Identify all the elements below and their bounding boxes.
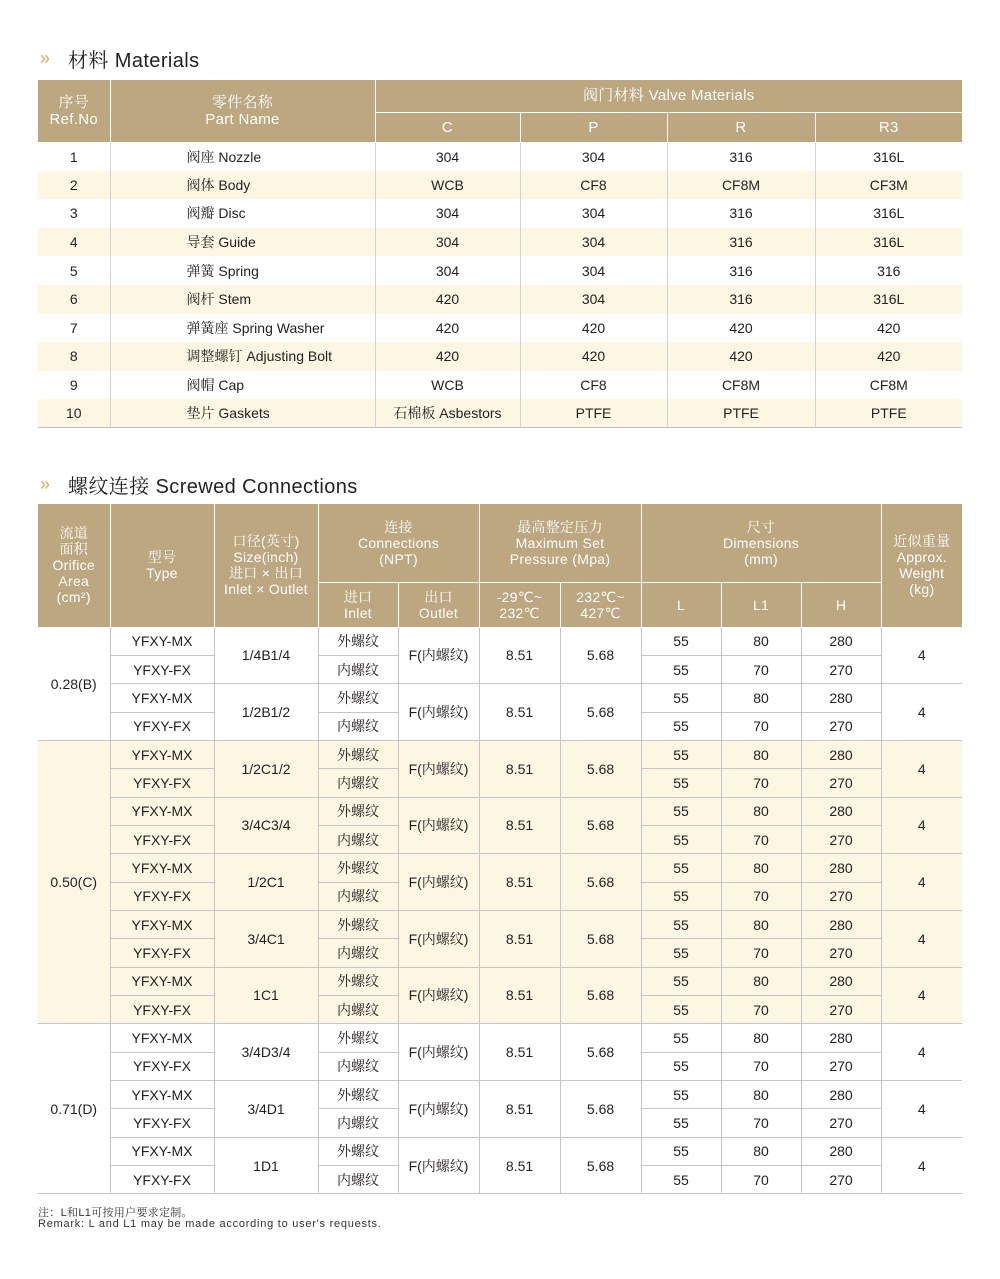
screwed-table-body (38, 627, 962, 1194)
part-name-cell: 导套 Guide (110, 228, 375, 257)
material-grade-cell: 316 (667, 285, 815, 314)
type-cell: YFXY-FX (110, 825, 214, 853)
dim-l-cell: 55 (641, 967, 721, 995)
dim-l-cell: 55 (641, 684, 721, 712)
table-row (38, 797, 962, 825)
weight-cell: 4 (881, 1137, 962, 1194)
table-row (38, 684, 962, 712)
table-row (38, 854, 962, 882)
dim-l-cell: 55 (641, 740, 721, 768)
material-grade-cell: 316 (667, 256, 815, 285)
dim-h-cell: 270 (801, 1052, 881, 1080)
materials-row (38, 142, 962, 171)
material-grade-cell: CF8 (520, 371, 667, 400)
inlet-cell: 内螺纹 (318, 1109, 398, 1137)
materials-row (38, 342, 962, 371)
size-cell: 3/4C3/4 (214, 797, 318, 854)
size-cell: 1D1 (214, 1137, 318, 1194)
dim-h-cell: 280 (801, 1137, 881, 1165)
size-cell: 1/2B1/2 (214, 684, 318, 741)
header-dim-l1: L1 (721, 582, 801, 627)
inlet-cell: 外螺纹 (318, 910, 398, 938)
type-cell: YFXY-FX (110, 995, 214, 1023)
table-row (38, 1081, 962, 1109)
dim-l1-cell: 80 (721, 1137, 801, 1165)
dim-l1-cell: 80 (721, 740, 801, 768)
dim-l-cell: 55 (641, 1024, 721, 1052)
outlet-cell: F(内螺纹) (398, 854, 479, 911)
weight-cell: 4 (881, 1024, 962, 1081)
type-cell: YFXY-MX (110, 740, 214, 768)
material-grade-cell: 304 (520, 285, 667, 314)
type-cell: YFXY-FX (110, 769, 214, 797)
type-cell: YFXY-FX (110, 882, 214, 910)
materials-table-header (38, 80, 962, 142)
header-dim-h: H (801, 582, 881, 627)
inlet-cell: 内螺纹 (318, 1052, 398, 1080)
header-pressure-low: -29℃~ 232℃ (479, 582, 560, 627)
ref-no-cell: 4 (38, 228, 110, 257)
outlet-cell: F(内螺纹) (398, 967, 479, 1024)
weight-cell: 4 (881, 910, 962, 967)
inlet-cell: 外螺纹 (318, 1024, 398, 1052)
type-cell: YFXY-MX (110, 854, 214, 882)
type-cell: YFXY-MX (110, 967, 214, 995)
material-grade-cell: PTFE (667, 399, 815, 428)
dim-l1-cell: 80 (721, 854, 801, 882)
material-grade-cell: 420 (375, 314, 520, 343)
type-cell: YFXY-FX (110, 1052, 214, 1080)
header-weight: 近似重量 Approx. Weight (kg) (881, 504, 962, 627)
header-dimensions: 尺寸 Dimensions (mm) (641, 504, 881, 582)
outlet-cell: F(内螺纹) (398, 1024, 479, 1081)
ref-no-cell: 7 (69, 319, 78, 336)
ref-no-cell: 5 (69, 262, 78, 279)
dim-h-cell: 280 (801, 797, 881, 825)
double-chevron-icon (38, 46, 68, 70)
weight-cell: 4 (881, 1081, 962, 1138)
weight-cell: 4 (881, 740, 962, 797)
material-grade-cell: 316L (815, 285, 962, 314)
pressure-high-cell: 5.68 (560, 684, 641, 741)
dim-l1-cell: 70 (721, 769, 801, 797)
inlet-cell: 内螺纹 (318, 939, 398, 967)
table-row (38, 1137, 962, 1165)
weight-cell: 4 (881, 967, 962, 1024)
dim-h-cell: 270 (801, 1166, 881, 1194)
dim-l-cell: 55 (641, 995, 721, 1023)
dim-l1-cell: 70 (721, 995, 801, 1023)
pressure-high-cell: 5.68 (560, 967, 641, 1024)
part-name-cell: 阀体 Body (110, 171, 375, 200)
type-cell: YFXY-MX (110, 1024, 214, 1052)
dim-l-cell: 55 (641, 1109, 721, 1137)
dim-l-cell: 55 (641, 1166, 721, 1194)
ref-no-cell: 9 (69, 377, 78, 394)
pressure-low-cell: 8.51 (479, 684, 560, 741)
ref-no-cell: 6 (38, 285, 110, 314)
type-cell: YFXY-MX (110, 1137, 214, 1165)
dim-l1-cell: 70 (721, 655, 801, 683)
dim-l-cell: 55 (641, 910, 721, 938)
materials-row (38, 228, 962, 257)
dim-l-cell: 55 (641, 769, 721, 797)
ref-no-cell: 10 (38, 399, 110, 428)
table-row (38, 967, 962, 995)
outlet-cell: F(内螺纹) (398, 1081, 479, 1138)
ref-no-cell: 8 (38, 342, 110, 371)
dim-l1-cell: 70 (721, 1109, 801, 1137)
header-pressure-high: 232℃~ 427℃ (560, 582, 641, 627)
header-conn-inlet: 进口 Inlet (318, 582, 398, 627)
dim-l1-cell: 80 (721, 684, 801, 712)
dim-l1-cell: 70 (721, 1166, 801, 1194)
size-cell: 3/4D1 (214, 1081, 318, 1138)
material-grade-cell: 316 (667, 142, 815, 171)
pressure-low-cell: 8.51 (479, 797, 560, 854)
screwed-section-title (38, 472, 358, 496)
dim-l-cell: 55 (641, 797, 721, 825)
material-grade-cell: 304 (520, 256, 667, 285)
dim-h-cell: 270 (801, 995, 881, 1023)
inlet-cell: 外螺纹 (318, 1081, 398, 1109)
ref-no-cell: 1 (69, 148, 78, 165)
material-grade-cell: 420 (520, 342, 667, 371)
inlet-cell: 外螺纹 (318, 967, 398, 995)
ref-no-cell: 2 (38, 171, 110, 200)
material-grade-cell: 石棉板 Asbestors (375, 399, 520, 428)
pressure-low-cell: 8.51 (479, 1024, 560, 1081)
dim-l1-cell: 70 (721, 825, 801, 853)
part-name-cell: 阀瓣 Disc (110, 199, 375, 228)
inlet-cell: 内螺纹 (318, 655, 398, 683)
header-grade-r3: R3 (815, 112, 962, 142)
header-grade-p: P (520, 112, 667, 142)
weight-cell: 4 (881, 684, 962, 741)
dim-h-cell: 280 (801, 910, 881, 938)
ref-no-cell: 3 (69, 205, 78, 222)
inlet-cell: 内螺纹 (318, 769, 398, 797)
type-cell: YFXY-MX (110, 1081, 214, 1109)
pressure-high-cell: 5.68 (560, 627, 641, 684)
dim-h-cell: 280 (801, 627, 881, 655)
dim-h-cell: 280 (801, 854, 881, 882)
size-cell: 1/2C1/2 (214, 740, 318, 797)
inlet-cell: 内螺纹 (318, 995, 398, 1023)
dim-h-cell: 270 (801, 939, 881, 967)
inlet-cell: 外螺纹 (318, 1137, 398, 1165)
outlet-cell: F(内螺纹) (398, 910, 479, 967)
dim-l1-cell: 80 (721, 1081, 801, 1109)
part-name-cell: 调整螺钉 Adjusting Bolt (110, 342, 375, 371)
type-cell: YFXY-FX (110, 939, 214, 967)
material-grade-cell: 420 (815, 342, 962, 371)
part-name-cell: 阀帽 Cap (110, 371, 375, 400)
dim-l-cell: 55 (641, 655, 721, 683)
dim-l-cell: 55 (641, 825, 721, 853)
header-max-set-pressure: 最高整定压力 Maximum Set Pressure (Mpa) (479, 504, 641, 582)
header-ref-no: 序号 Ref.No (38, 80, 110, 142)
pressure-high-cell: 5.68 (560, 910, 641, 967)
pressure-low-cell: 8.51 (479, 1137, 560, 1194)
dim-l1-cell: 80 (721, 967, 801, 995)
part-name-cell: 弹簧座 Spring Washer (110, 314, 375, 343)
inlet-cell: 内螺纹 (318, 712, 398, 740)
inlet-cell: 内螺纹 (318, 882, 398, 910)
header-valve-materials: 阀门材料 Valve Materials (375, 80, 962, 112)
inlet-cell: 外螺纹 (318, 684, 398, 712)
material-grade-cell: 316 (815, 256, 962, 285)
size-cell: 3/4C1 (214, 910, 318, 967)
pressure-low-cell: 8.51 (479, 910, 560, 967)
pressure-high-cell: 5.68 (560, 1137, 641, 1194)
material-grade-cell: 316L (815, 199, 962, 228)
material-grade-cell: WCB (375, 171, 520, 200)
dim-h-cell: 270 (801, 825, 881, 853)
header-orifice-area: 流道 面积 Orifice Area (cm²) (38, 504, 110, 627)
type-cell: YFXY-FX (110, 712, 214, 740)
materials-row (38, 256, 962, 285)
table-row (38, 627, 962, 655)
material-grade-cell: 316L (815, 228, 962, 257)
inlet-cell: 外螺纹 (318, 854, 398, 882)
dim-l-cell: 55 (641, 854, 721, 882)
header-conn-outlet: 出口 Outlet (398, 582, 479, 627)
material-grade-cell: 304 (375, 142, 520, 171)
pressure-high-cell: 5.68 (560, 797, 641, 854)
dim-h-cell: 270 (801, 769, 881, 797)
type-cell: YFXY-FX (110, 1109, 214, 1137)
material-grade-cell: CF8M (667, 171, 815, 200)
dim-l-cell: 55 (641, 712, 721, 740)
material-grade-cell: 304 (375, 199, 520, 228)
size-cell: 1/2C1 (214, 854, 318, 911)
dim-l-cell: 55 (641, 939, 721, 967)
materials-section-title (38, 46, 200, 70)
dim-h-cell: 270 (801, 712, 881, 740)
type-cell: YFXY-FX (110, 1166, 214, 1194)
pressure-low-cell: 8.51 (479, 1081, 560, 1138)
outlet-cell: F(内螺纹) (398, 740, 479, 797)
dim-l-cell: 55 (641, 1137, 721, 1165)
material-grade-cell: 304 (375, 256, 520, 285)
material-grade-cell: CF8M (815, 371, 962, 400)
header-grade-r: R (667, 112, 815, 142)
part-name-cell: 垫片 Gaskets (110, 399, 375, 428)
material-grade-cell: 316L (815, 142, 962, 171)
outlet-cell: F(内螺纹) (398, 684, 479, 741)
material-grade-cell: 420 (667, 314, 815, 343)
dim-l1-cell: 80 (721, 1024, 801, 1052)
material-grade-cell: 420 (375, 285, 520, 314)
dim-l-cell: 55 (641, 1081, 721, 1109)
orifice-area-cell: 0.50(C) (38, 740, 110, 1023)
material-grade-cell: 420 (520, 314, 667, 343)
materials-row (38, 171, 962, 200)
materials-table (38, 80, 962, 428)
dim-l-cell: 55 (641, 882, 721, 910)
dim-l1-cell: 70 (721, 939, 801, 967)
material-grade-cell: CF3M (815, 171, 962, 200)
dim-h-cell: 270 (801, 1109, 881, 1137)
size-cell: 3/4D3/4 (214, 1024, 318, 1081)
material-grade-cell: CF8M (667, 371, 815, 400)
header-connections: 连接 Connections (NPT) (318, 504, 479, 582)
type-cell: YFXY-MX (110, 797, 214, 825)
material-grade-cell: 316 (667, 199, 815, 228)
materials-row (38, 285, 962, 314)
dim-h-cell: 280 (801, 740, 881, 768)
orifice-area-cell: 0.28(B) (38, 627, 110, 740)
materials-row (38, 371, 962, 400)
table-row (38, 910, 962, 938)
pressure-high-cell: 5.68 (560, 1081, 641, 1138)
inlet-cell: 外螺纹 (318, 627, 398, 655)
remark-english: Remark: L and L1 may be made according to user's requests. (38, 1218, 382, 1230)
dim-l1-cell: 80 (721, 627, 801, 655)
dim-l-cell: 55 (641, 627, 721, 655)
dim-h-cell: 270 (801, 655, 881, 683)
material-grade-cell: 304 (520, 228, 667, 257)
dim-l-cell: 55 (641, 1052, 721, 1080)
dim-h-cell: 280 (801, 684, 881, 712)
dim-l1-cell: 70 (721, 882, 801, 910)
type-cell: YFXY-FX (110, 655, 214, 683)
pressure-high-cell: 5.68 (560, 1024, 641, 1081)
part-name-cell: 弹簧 Spring (110, 256, 375, 285)
material-grade-cell: CF8 (520, 171, 667, 200)
dim-l1-cell: 70 (721, 1052, 801, 1080)
type-cell: YFXY-MX (110, 627, 214, 655)
material-grade-cell: 420 (375, 342, 520, 371)
outlet-cell: F(内螺纹) (398, 627, 479, 684)
header-dim-l: L (641, 582, 721, 627)
material-grade-cell: 420 (815, 314, 962, 343)
part-name-cell: 阀座 Nozzle (110, 142, 375, 171)
pressure-low-cell: 8.51 (479, 627, 560, 684)
material-grade-cell: PTFE (520, 399, 667, 428)
part-name-cell: 阀杆 Stem (110, 285, 375, 314)
inlet-cell: 外螺纹 (318, 740, 398, 768)
pressure-high-cell: 5.68 (560, 854, 641, 911)
materials-table-body (38, 142, 962, 428)
orifice-area-cell: 0.71(D) (38, 1024, 110, 1194)
table-row (38, 740, 962, 768)
pressure-high-cell: 5.68 (560, 740, 641, 797)
header-type: 型号 Type (110, 504, 214, 627)
outlet-cell: F(内螺纹) (398, 1137, 479, 1194)
dim-l1-cell: 70 (721, 712, 801, 740)
material-grade-cell: 304 (375, 228, 520, 257)
material-grade-cell: PTFE (815, 399, 962, 428)
materials-title-text: 材料 Materials (68, 49, 200, 72)
screwed-table-header (38, 504, 962, 627)
material-grade-cell: WCB (375, 371, 520, 400)
outlet-cell: F(内螺纹) (398, 797, 479, 854)
weight-cell: 4 (881, 854, 962, 911)
table-row (38, 1024, 962, 1052)
dim-l1-cell: 80 (721, 910, 801, 938)
material-grade-cell: 304 (520, 199, 667, 228)
material-grade-cell: 420 (667, 342, 815, 371)
type-cell: YFXY-MX (110, 910, 214, 938)
pressure-low-cell: 8.51 (479, 854, 560, 911)
header-size: 口径(英寸) Size(inch) 进口 × 出口 Inlet × Outlet (214, 504, 318, 627)
material-grade-cell: 304 (520, 142, 667, 171)
size-cell: 1C1 (214, 967, 318, 1024)
inlet-cell: 内螺纹 (318, 825, 398, 853)
materials-row (38, 399, 962, 428)
double-chevron-icon (38, 472, 68, 496)
pressure-low-cell: 8.51 (479, 967, 560, 1024)
inlet-cell: 内螺纹 (318, 1166, 398, 1194)
header-part-name: 零件名称 Part Name (110, 80, 375, 142)
dim-l1-cell: 80 (721, 797, 801, 825)
weight-cell: 4 (881, 627, 962, 684)
type-cell: YFXY-MX (110, 684, 214, 712)
materials-row (38, 199, 962, 228)
dim-h-cell: 280 (801, 967, 881, 995)
weight-cell: 4 (881, 797, 962, 854)
remark-chinese: 注：L和L1可按用户要求定制。 (38, 1207, 193, 1219)
pressure-low-cell: 8.51 (479, 740, 560, 797)
materials-row (38, 314, 962, 343)
size-cell: 1/4B1/4 (214, 627, 318, 684)
dim-h-cell: 280 (801, 1081, 881, 1109)
dim-h-cell: 270 (801, 882, 881, 910)
header-grade-c: C (375, 112, 520, 142)
screwed-title-text: 螺纹连接 Screwed Connections (68, 475, 358, 498)
material-grade-cell: 316 (667, 228, 815, 257)
inlet-cell: 外螺纹 (318, 797, 398, 825)
screwed-connections-table (38, 504, 962, 1194)
dim-h-cell: 280 (801, 1024, 881, 1052)
